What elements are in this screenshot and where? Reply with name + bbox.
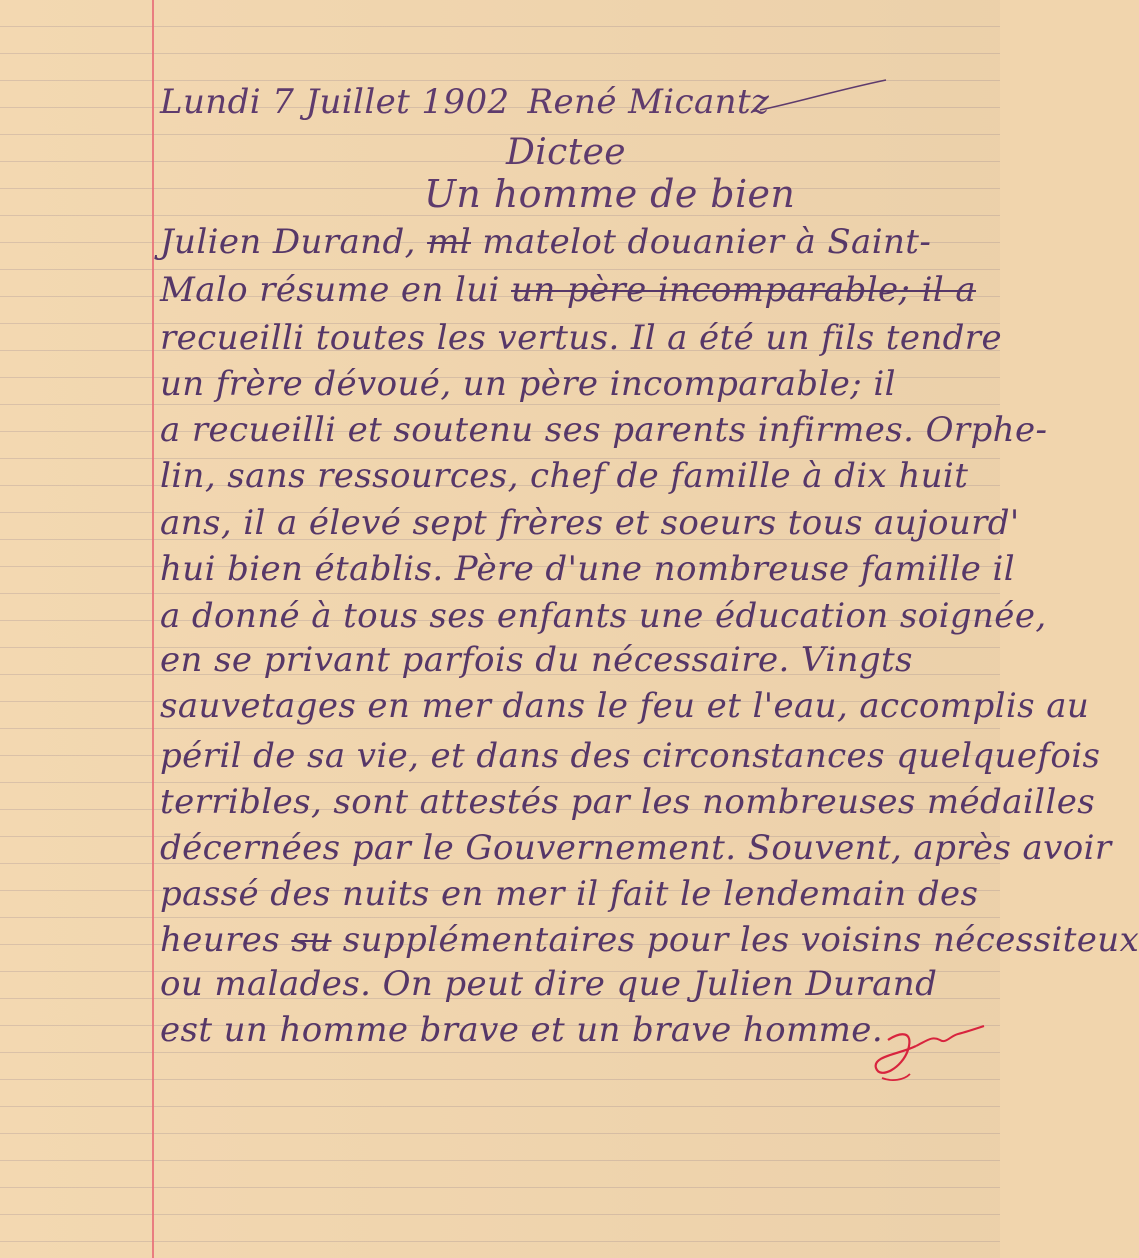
- line-text: a recueilli et soutenu ses parents infirmes. Orphe-: [160, 410, 1048, 450]
- text-line: [160, 364, 896, 404]
- line-text: a donné à tous ses enfants une éducation soignée,: [160, 596, 1047, 636]
- line-text: en se privant parfois du nécessaire. Vingts: [160, 640, 913, 680]
- line-text: décernées par le Gouvernement. Souvent, après avoir: [160, 828, 1112, 868]
- line-text: péril de sa vie, et dans des circonstances quelquefois: [160, 736, 1101, 776]
- text-line: [160, 782, 1095, 822]
- line-text: sauvetages en mer dans le feu et l'eau, accomplis au: [160, 686, 1090, 726]
- text-line: [160, 503, 1020, 543]
- line-text: hui bien établis. Père d'une nombreuse famille il: [160, 549, 1016, 589]
- text-line: [160, 222, 931, 262]
- margin-line: [152, 0, 154, 1258]
- line-text: passé des nuits en mer il fait le lendemain des: [160, 874, 979, 914]
- text-line: [160, 318, 1002, 358]
- name-flourish: [758, 78, 888, 118]
- text-line: [160, 828, 1112, 868]
- teacher-signature: [870, 1010, 990, 1090]
- student-name: René Micantz: [527, 82, 770, 122]
- line-text: matelot douanier à Saint-: [482, 222, 932, 262]
- text-line: [160, 410, 1047, 450]
- text-line: [160, 640, 913, 680]
- line-text: supplémentaires pour les voisins nécessiteux: [342, 920, 1139, 960]
- line-text: Julien Durand,: [160, 222, 416, 262]
- date: Lundi 7 Juillet 1902: [160, 82, 510, 122]
- dictee-heading: Dictee: [506, 132, 627, 173]
- text-line: [160, 920, 1139, 960]
- text-line: [160, 549, 1015, 589]
- text-line: [160, 686, 1089, 726]
- line-text: ans, il a élevé sept frères et soeurs tous aujourd': [160, 503, 1020, 543]
- header-line: [160, 82, 787, 122]
- line-text: ou malades. On peut dire que Julien Durand: [160, 964, 938, 1004]
- line-text: est un homme brave et un brave homme.: [160, 1010, 884, 1050]
- line-text: terribles, sont attestés par les nombreuses médailles: [160, 782, 1096, 822]
- text-line: [160, 270, 976, 310]
- dictation-title: Un homme de bien: [424, 172, 796, 216]
- line-text: recueilli toutes les vertus. Il a été un fils tendre: [160, 318, 1002, 358]
- line-text: lin, sans ressources, chef de famille à dix huit: [160, 456, 969, 496]
- line-text: Malo résume en lui: [160, 270, 500, 310]
- text-line: [160, 1010, 883, 1050]
- text-line: [160, 736, 1100, 776]
- line-text: heures: [160, 920, 281, 960]
- struck-text: ml: [427, 222, 471, 262]
- text-line: [160, 964, 937, 1004]
- struck-text: su: [291, 920, 332, 960]
- text-line: [160, 456, 968, 496]
- text-line: [160, 874, 978, 914]
- struck-text: un père incomparable; il a: [511, 270, 977, 310]
- text-line: [160, 596, 1047, 636]
- line-text: un frère dévoué, un père incomparable; il: [160, 364, 896, 404]
